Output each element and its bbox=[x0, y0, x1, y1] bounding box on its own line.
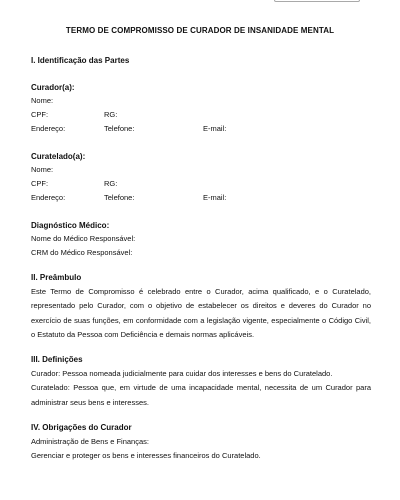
curador-cpf-label: CPF: bbox=[31, 110, 49, 119]
curador-rg-label: RG: bbox=[104, 110, 118, 119]
section-preambulo-heading: II. Preâmbulo bbox=[31, 273, 82, 282]
curatelado-cpf-rg-line bbox=[31, 177, 371, 191]
document-body bbox=[31, 55, 371, 464]
curatelado-rg-label: RG: bbox=[104, 179, 118, 188]
curador-email-label: E-mail: bbox=[203, 124, 227, 133]
curatelado-cpf-label: CPF: bbox=[31, 179, 49, 188]
medico-crm-label: CRM do Médico Responsável: bbox=[31, 248, 133, 257]
definicao-curador: Curador: Pessoa nomeada judicialmente para cuidar dos interesses e bens do Curatelado. bbox=[31, 369, 333, 379]
curador-heading: Curador(a): bbox=[31, 83, 75, 92]
header-banner bbox=[0, 0, 400, 6]
obrigacao-item-title: Administração de Bens e Finanças: bbox=[31, 437, 149, 447]
medico-nome-label: Nome do Médico Responsável: bbox=[31, 234, 136, 243]
medico-crm-line bbox=[31, 246, 371, 260]
curador-cpf-rg-line bbox=[31, 108, 371, 122]
section-definicoes-heading: III. Definições bbox=[31, 355, 83, 365]
diagnostico-heading: Diagnóstico Médico: bbox=[31, 221, 110, 230]
curatelado-heading: Curatelado(a): bbox=[31, 152, 86, 161]
curatelado-nome-line bbox=[31, 163, 371, 177]
curatelado-email-label: E-mail: bbox=[203, 193, 227, 202]
curatelado-telefone-label: Telefone: bbox=[104, 193, 135, 202]
document-title: TERMO DE COMPROMISSO DE CURADOR DE INSANIDADE MENTAL bbox=[65, 26, 335, 35]
definicao-curatelado: Curatelado: Pessoa que, em virtude de uma incapacidade mental, necessita de um Curador para administrar seus bens e interesses. bbox=[31, 383, 371, 407]
section-identificacao-heading: I. Identificação das Partes bbox=[31, 56, 130, 65]
curatelado-endereco-label: Endereço: bbox=[31, 193, 66, 202]
section-obrigacoes-heading: IV. Obrigações do Curador bbox=[31, 423, 132, 433]
preambulo-paragraph: Este Termo de Compromisso é celebrado entre o Curador, acima qualificado, e o Curatelado, representado pelo Curador, com o objetivo de estabelecer os direitos e deveres do Curador no exercício de suas funções, em conformidade com a legislação vigente, especialmente o Código Civil, o Estatuto da Pessoa com Deficiência e demais normas aplicáveis. bbox=[31, 287, 371, 339]
custom-text-box bbox=[274, 0, 360, 2]
curador-endereco-label: Endereço: bbox=[31, 124, 66, 133]
medico-nome-line bbox=[31, 232, 371, 246]
curatelado-contato-line bbox=[31, 191, 371, 205]
curador-contato-line bbox=[31, 122, 371, 136]
obrigacao-item-text: Gerenciar e proteger os bens e interesses financeiros do Curatelado. bbox=[31, 451, 261, 461]
curador-nome-label: Nome: bbox=[31, 96, 54, 105]
curatelado-nome-label: Nome: bbox=[31, 165, 54, 174]
curador-nome-line bbox=[31, 94, 371, 108]
curador-telefone-label: Telefone: bbox=[104, 124, 135, 133]
